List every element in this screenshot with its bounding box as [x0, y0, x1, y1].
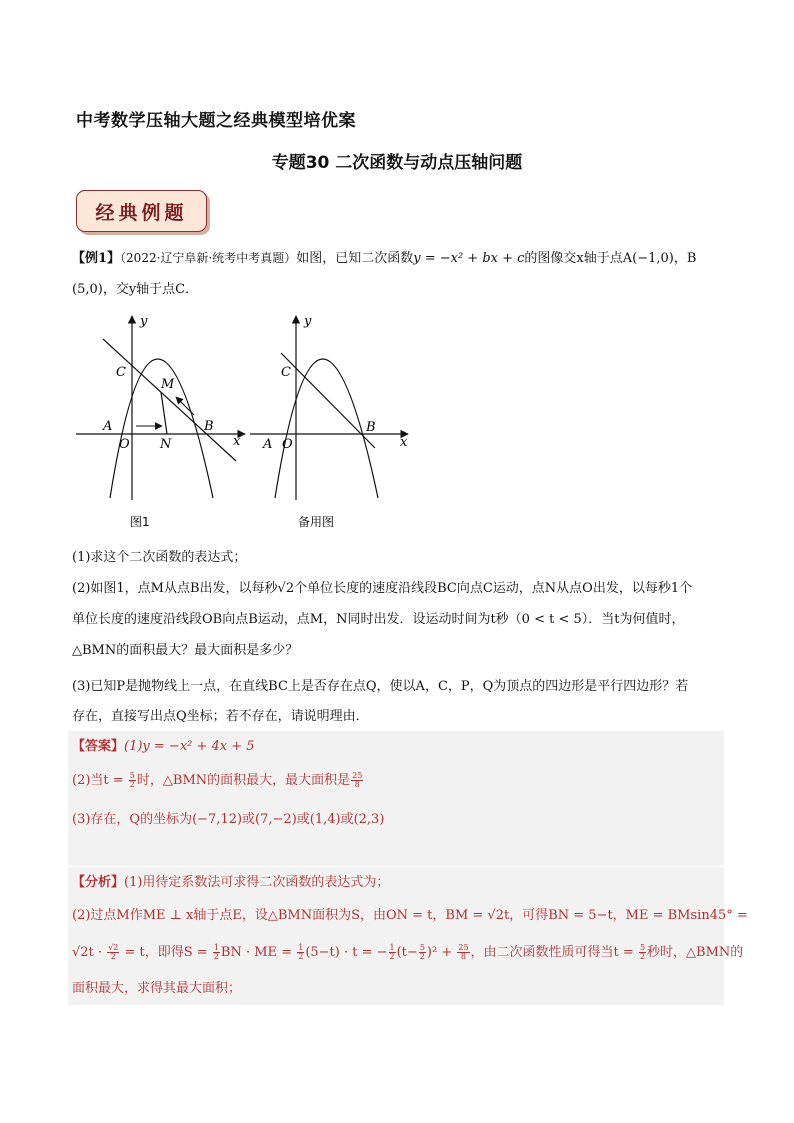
analysis-4: 面积最大，求得其最大面积；: [72, 981, 242, 996]
fig2-label-a: A: [263, 437, 273, 452]
analysis-1: [72, 872, 722, 894]
answer-3: (3)存在，Q的坐标为(−7,12)或(7,−2)或(1,4)或(2,3): [72, 812, 385, 827]
figure-1: [76, 314, 245, 529]
topic-title: 专题30 二次函数与动点压轴问题: [271, 153, 523, 173]
problem-stem-a: 如图，已知二次函数: [296, 251, 414, 266]
fig1-label-b: B: [204, 419, 214, 434]
answer-2-t-fraction: $\frac{5}{2}$: [129, 771, 135, 789]
question-2-line1: (2)如图1，点M从点B出发，以每秒√2个单位长度的速度沿线段BC向点C运动，点N从点O出发，以每秒1个: [72, 581, 693, 596]
analysis-2: (2)过点M作ME ⊥ x轴于点E，设△BMN面积为S，由ON = t，BM = √2t，可得BN = 5−t，ME = BMsin45° =: [72, 908, 748, 923]
problem-source: （2022·辽宁阜新·统考中考真题）: [120, 251, 297, 265]
problem-tag: 【例1】: [72, 251, 121, 266]
section-badge: 经典例题: [76, 190, 207, 232]
fig2-label-c: C: [281, 365, 291, 380]
figure-2: [250, 314, 408, 529]
answer-2-area-fraction: $\frac{25}{8}$: [352, 771, 363, 789]
fig2-label-x: x: [400, 435, 408, 450]
answer-2: [72, 770, 722, 792]
question-1: (1)求这个二次函数的表达式；: [72, 550, 247, 565]
figures: [70, 308, 420, 540]
problem-stem-line2: (5,0)，交y轴于点C．: [72, 282, 199, 297]
analysis-tag: 【分析】: [72, 875, 125, 890]
fig1-label-o: O: [119, 437, 130, 452]
fig2-label-y: y: [304, 314, 312, 329]
answer-2-pre: (2)当t =: [72, 773, 128, 788]
question-2-line3: △BMN的面积最大？最大面积是多少？: [72, 643, 299, 658]
fig2-label-b: B: [366, 420, 376, 435]
series-title: 中考数学压轴大题之经典模型培优案: [76, 111, 356, 131]
question-3-line2: 存在，直接写出点Q坐标；若不存在，请说明理由．: [72, 709, 369, 724]
fig1-caption: 图1: [130, 515, 150, 529]
answer-1: [72, 736, 722, 758]
fig1-label-y: y: [140, 314, 148, 329]
problem-stem-line1: [72, 247, 722, 270]
fig1-segment-mn: [161, 392, 167, 434]
fig2-label-o: O: [282, 437, 293, 452]
answer-1-text: (1)y = −x² + 4x + 5: [124, 739, 255, 754]
question-2-line2: 单位长度的速度沿线段OB向点B运动，点M，N同时出发．设运动时间为t秒（0 < t < 5）．当t为何值时，: [72, 612, 685, 627]
fig2-caption: 备用图: [298, 515, 335, 529]
fig1-label-c: C: [116, 365, 126, 380]
fig1-label-a: A: [103, 419, 113, 434]
problem-function: y = −x² + bx + c: [413, 251, 525, 266]
answer-tag: 【答案】: [72, 739, 125, 754]
analysis-3: √2t · $\frac{√2}{2}$ = t，即得S = $\frac{1}{2}$ BN · ME = $\frac{1}{2}$ (5−t) · t = − $\frac{1}{2}$ (t− $\frac{5}{2}$ )² + $\frac{25}{8}$ ，由二次函数性质可得当t = $\frac{5}{2}$ 秒时，△BMN的: [72, 943, 744, 961]
problem-stem-b: 的图像交x轴于点A(−1,0)，B: [524, 251, 697, 266]
fig1-arrow-m: [176, 397, 194, 415]
fig1-label-m: M: [161, 377, 175, 392]
analysis-1-text: (1)用待定系数法可求得二次函数的表达式为；: [124, 875, 390, 890]
question-3-line1: (3)已知P是抛物线上一点，在直线BC上是否存在点Q，使以A，C，P，Q为顶点的四边形是平行四边形？若: [72, 679, 689, 694]
fig1-label-x: x: [233, 434, 241, 449]
answer-2-mid: 时，△BMN的面积最大，最大面积是: [136, 773, 351, 788]
fig1-label-n: N: [160, 437, 172, 452]
